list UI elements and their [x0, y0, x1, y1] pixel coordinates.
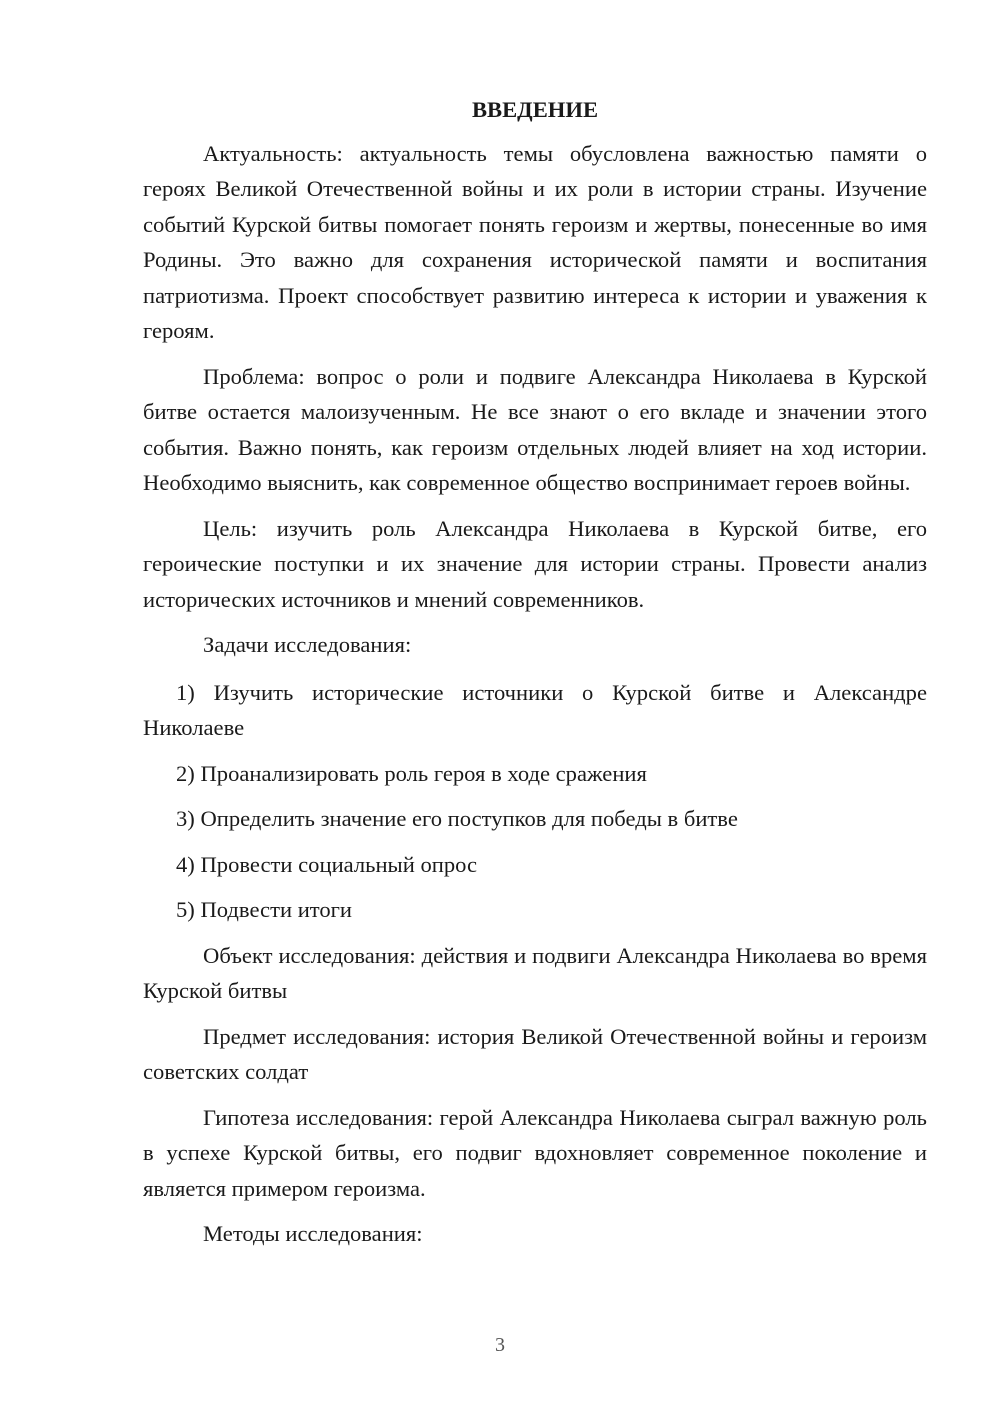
list-item: 3) Определить значение его поступков для победы в битве: [176, 806, 738, 831]
page-number: 3: [495, 1334, 505, 1356]
hypothesis-paragraph: Гипотеза исследования: герой Александра Николаева сыграл важную роль в успехе Курской битвы, его подвиг вдохновляет современное поколение и является примером героизма.: [143, 1104, 927, 1201]
problem-paragraph: Проблема: вопрос о роли и подвиге Александра Николаева в Курской битве остается малоизученным. Не все знают о его вкладе и значении этого события. Важно понять, как героизм отдельных людей влияет на ход истории. Необходимо выяснить, как современное общество воспринимает героев войны.: [143, 363, 927, 495]
page-title: ВВЕДЕНИЕ: [471, 97, 599, 122]
object-paragraph: Объект исследования: действия и подвиги Александра Николаева во время Курской битвы: [143, 942, 927, 1003]
list-item: 1) Изучить исторические источники о Курской битве и Александре Николаеве: [143, 679, 927, 740]
list-item: 2) Проанализировать роль героя в ходе сражения: [176, 760, 647, 786]
subject-paragraph: Предмет исследования: история Великой Отечественной войны и героизм советских солдат: [143, 1023, 927, 1084]
methods-heading: Методы исследования:: [203, 1221, 423, 1246]
tasks-list: [143, 675, 927, 928]
document-page: [143, 92, 927, 1262]
tasks-heading: Задачи исследования:: [203, 632, 412, 657]
relevance-paragraph: Актуальность: актуальность темы обусловлена важностью памяти о героях Великой Отечественной войны и их роли в истории страны. Изучение событий Курской битвы помогает понять героизм и жертвы, понесенные во имя Родины. Это важно для сохранения исторической памяти и воспитания патриотизма. Проект способствует развитию интереса к истории и уважения к героям.: [143, 140, 927, 343]
list-item: 5) Подвести итоги: [176, 897, 353, 922]
goal-paragraph: Цель: изучить роль Александра Николаева в Курской битве, его героические поступки и их значение для истории страны. Провести анализ исторических источников и мнений современников.: [143, 515, 927, 612]
list-item: 4) Провести социальный опрос: [176, 851, 478, 877]
